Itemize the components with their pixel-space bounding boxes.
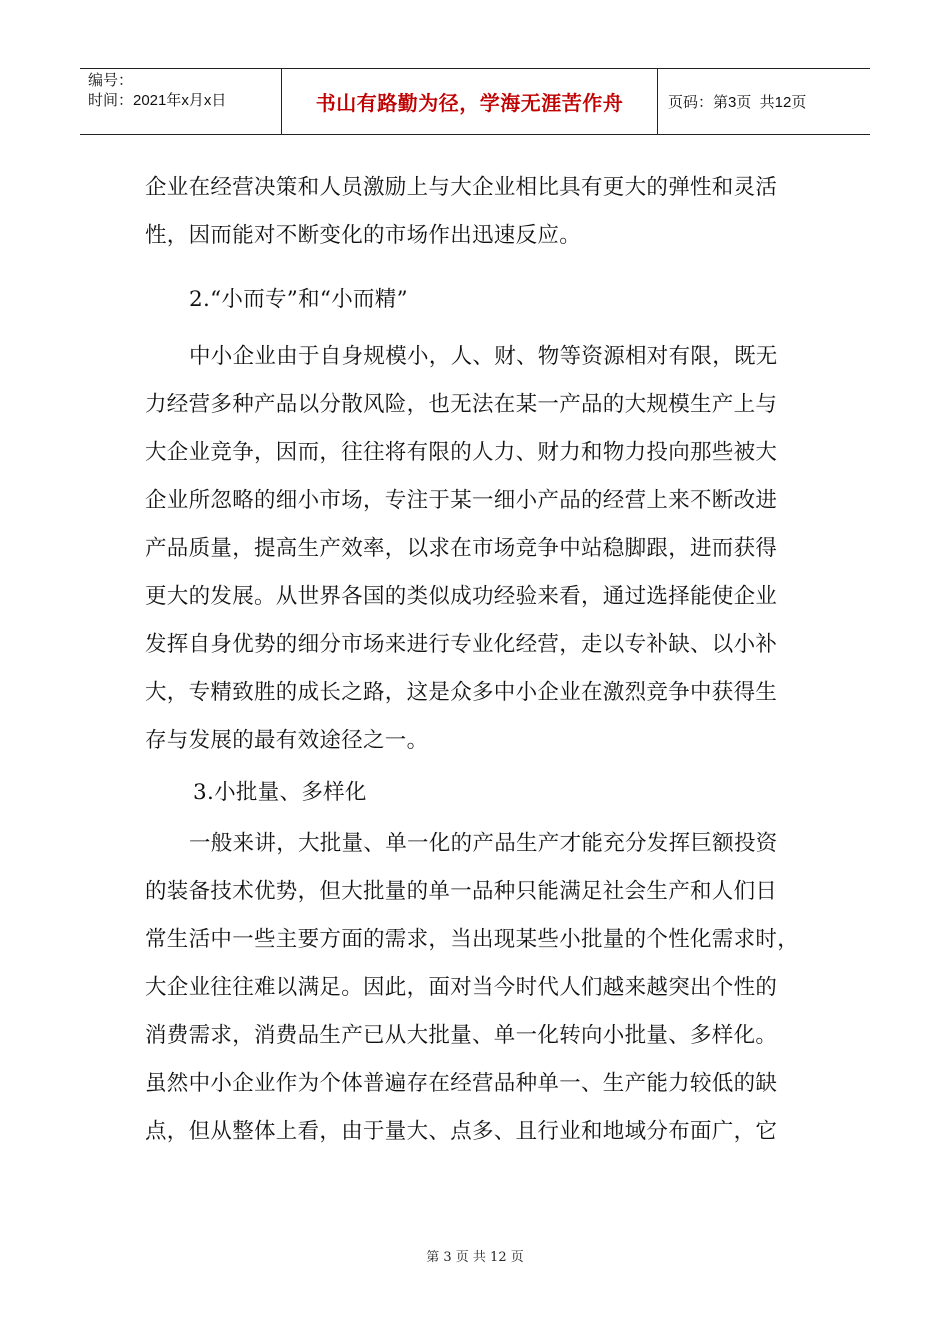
date-label: 时间：2021年x月x日 [88,92,227,109]
paragraph-line: 中小企业由于自身规模小，人、财、物等资源相对有限，既无 [189,344,778,369]
paragraph-line: 大企业往往难以满足。因此，面对当今时代人们越来越突出个性的 [145,975,778,1000]
paragraph-line: 消费需求，消费品生产已从大批量、单一化转向小批量、多样化。 [145,1023,778,1048]
paragraph-line: 虽然中小企业作为个体普遍存在经营品种单一、生产能力较低的缺 [145,1071,778,1096]
section-heading-2: 2.“小而专”和“小而精” [189,287,408,312]
paragraph-line: 的装备技术优势，但大批量的单一品种只能满足社会生产和人们日 [145,879,778,904]
paragraph-line: 企业所忽略的细小市场，专注于某一细小产品的经营上来不断改进 [145,488,778,513]
header-motto: 书山有路勤为径，学海无涯苦作舟 [282,69,658,134]
page-footer: 第 3 页 共 12 页 [426,1250,524,1265]
paragraph-line: 大企业竞争，因而，往往将有限的人力、财力和物力投向那些被大 [145,440,778,465]
body-line: 性，因而能对不断变化的市场作出迅速反应。 [145,223,582,248]
body-line: 企业在经营决策和人员激励上与大企业相比具有更大的弹性和灵活 [145,175,778,200]
header-page-info-cell [658,69,870,134]
paragraph-line: 大，专精致胜的成长之路，这是众多中小企业在激烈竞争中获得生 [145,680,778,705]
paragraph-line: 常生活中一些主要方面的需求，当出现某些小批量的个性化需求时， [145,927,800,952]
paragraph-line: 存与发展的最有效途径之一。 [145,728,429,753]
document-header [80,68,870,135]
paragraph-line: 发挥自身优势的细分市场来进行专业化经营，走以专补缺、以小补 [145,632,778,657]
paragraph-line: 产品质量，提高生产效率，以求在市场竞争中站稳脚跟，进而获得 [145,536,778,561]
header-meta-cell [80,69,282,134]
document-body [145,164,805,1156]
paragraph-line: 更大的发展。从世界各国的类似成功经验来看，通过选择能使企业 [145,584,778,609]
paragraph-line: 力经营多种产品以分散风险，也无法在某一产品的大规模生产上与 [145,392,778,417]
serial-number-label: 编号： [88,72,134,89]
section-heading-3: 3.小批量、多样化 [193,780,367,805]
header-page-info: 页码：第3页 共12页 [668,94,807,111]
paragraph-line: 点，但从整体上看，由于量大、点多、且行业和地域分布面广，它 [145,1119,778,1144]
paragraph-line: 一般来讲，大批量、单一化的产品生产才能充分发挥巨额投资 [189,831,778,856]
